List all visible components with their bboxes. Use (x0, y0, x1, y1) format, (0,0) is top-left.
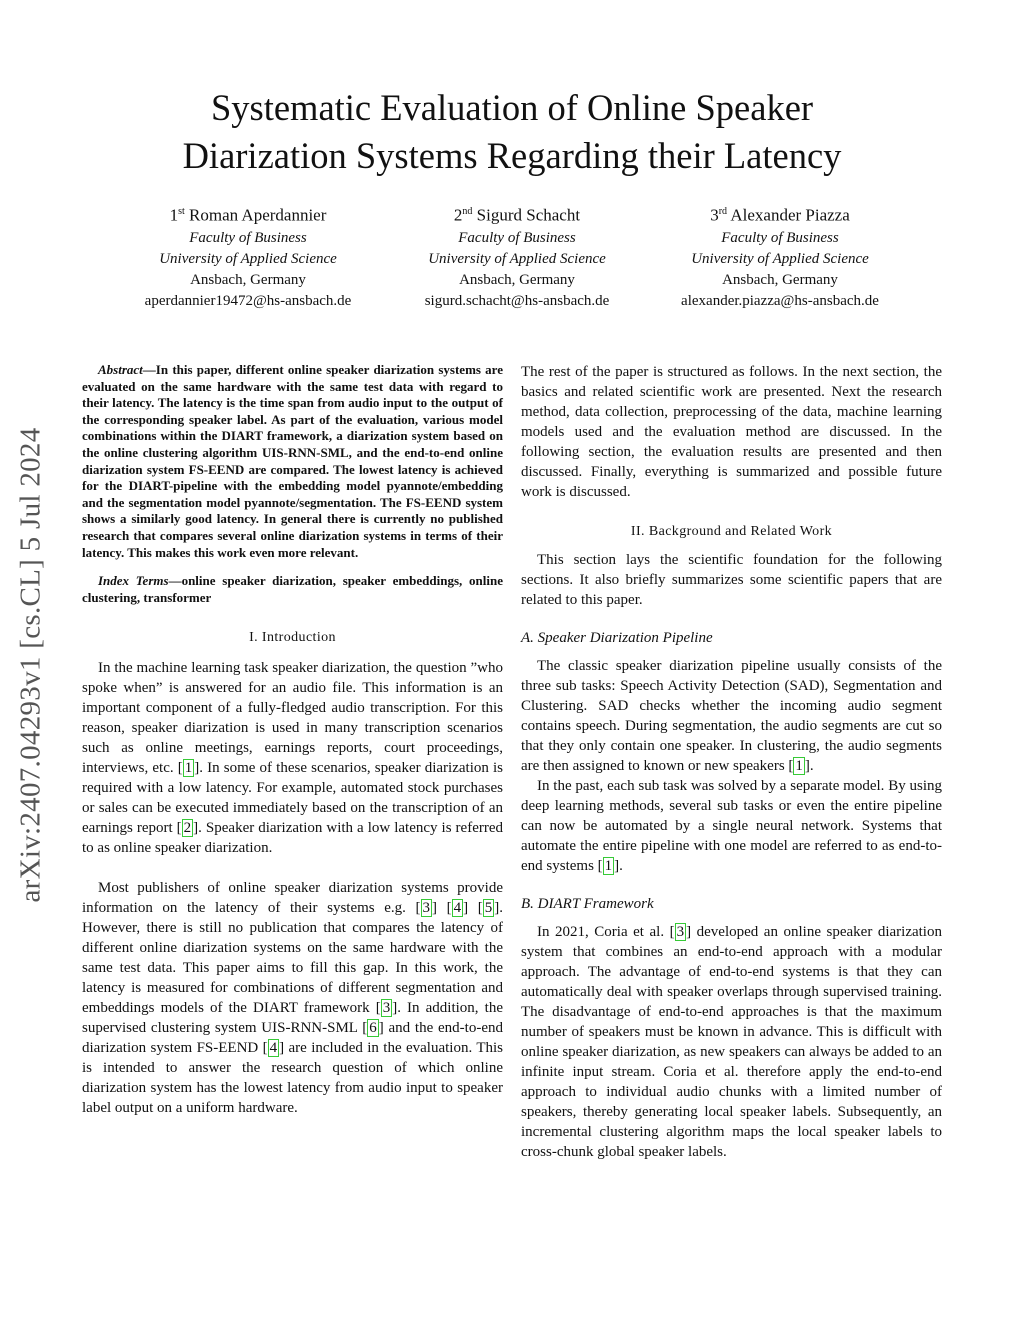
intro-paragraph-1: In the machine learning task speaker diarization, the question ”who spoke when” is answered for an audio file. This information is an important component of a fully-fledged audio transcription. For this reason, speaker diarization is used in many transcription scenarios such as online meetings, earnings reports, court proceedings, interviews, etc. [ 1 ]. In some of these scenarios, speaker diarization is required with a low latency. For example, automated stock purchases or sales can be executed immediately based on the transcription of an earnings report [ 2 ]. Speaker diarization with a low latency is referred to as online speaker diarization. (82, 660, 504, 857)
abstract: Abstract—In this paper, different online speaker diarization systems are evaluated on the same hardware with the same test data with regard to their latency. The latency is the time span from audio input to the output of the corresponding speaker label. As part of the evaluation, various model combinations within the DIART framework, a diarization system based on the online clustering algorithm UIS-RNN-SML, and the end-to-end online diarization system FS-EEND are compared. The lowest latency is achieved for the DIART-pipeline with the embedding model pyannote/embedding and the segmentation model pyannote/segmentation. The FS-EEND system shows a similarly good latency. In general there is currently no published research that compares several online diarization systems in terms of their latency. This makes this work even more relevant. (82, 362, 503, 560)
author-faculty: Faculty of Business (189, 229, 307, 246)
author-name: Roman Aperdannier (189, 205, 327, 225)
author-3: 3rd Alexander Piazza Faculty of Business University of Applied Science Ansbach, Germany alexander.piazza@hs-ansbach.de (630, 200, 930, 312)
title-line-2: Diarization Systems Regarding their Latency (182, 135, 842, 176)
citation-link[interactable]: 2 (183, 820, 192, 837)
author-faculty: Faculty of Business (458, 229, 576, 246)
citation-link[interactable]: 5 (484, 900, 493, 917)
diart-paragraph: In 2021, Coria et al. [ 3 ] developed an online speaker diarization system that combines an end-to-end approach with a modular approach. The advantage of end-to-end systems is that they can automatically deal with speaker overlaps through supervised training. The disadvantage of end-to-end approaches is that the maximum number of speakers must be known in advance. This is difficult with online speaker diarization, as new speakers can always be added to an infinite input stream. Coria et al. therefore apply the end-to-end approach to individual audio chunks with a limited number of speakers, thereby generating local speaker labels. Subsequently, an incremental clustering algorithm maps the local speaker labels to cross-chunk global speaker labels. (521, 924, 942, 1160)
author-location: Ansbach, Germany (459, 271, 575, 288)
structure-paragraph: The rest of the paper is structured as follows. In the next section, the basics and related scientific work are presented. Next the research method, data collection, preprocessing of the data, machine learning models used and the evaluation method are discussed. In the following section, the evaluation results are presented and then discussed. Finally, everything is summarized and possible future work is discussed. (521, 364, 942, 500)
citation-link[interactable]: 4 (453, 900, 462, 917)
author-location: Ansbach, Germany (722, 271, 838, 288)
citation-link[interactable]: 1 (184, 760, 193, 777)
pipeline-paragraph-1: The classic speaker diarization pipeline usually consists of the three sub tasks: Speech Activity Detection (SAD), Segmentation and Clustering. SAD checks whether the incoming audio segment contains speech. During segmentation, the audio segments are cut so that they only contain one speaker. In clustering, the audio segments are then assigned to known or new speakers [ 1 ]. (521, 658, 942, 774)
citation-link[interactable]: 1 (795, 758, 803, 774)
citation-link[interactable]: 3 (382, 1000, 391, 1017)
paper-title (80, 84, 944, 180)
title-line-1: Systematic Evaluation of Online Speaker (210, 87, 814, 128)
subsection-heading-diart: B. DIART Framework (521, 896, 654, 912)
citation-link[interactable]: 1 (604, 858, 613, 874)
author-2: 2nd Sigurd Schacht Faculty of Business University of Applied Science Ansbach, Germany sigurd.schacht@hs-ansbach.de (367, 200, 667, 312)
author-name: Sigurd Schacht (476, 205, 581, 225)
index-terms: Index Terms—online speaker diarization, speaker embeddings, online clustering, transformer (82, 573, 503, 605)
author-1: 1st Roman Aperdannier Faculty of Business University of Applied Science Ansbach, Germany aperdannier19472@hs-ansbach.de (98, 200, 398, 312)
arxiv-side-label: arXiv:2407.04293v1 [cs.CL] 5 Jul 2024 (14, 427, 47, 903)
author-email: sigurd.schacht@hs-ansbach.de (424, 292, 610, 309)
citation-link[interactable]: 6 (369, 1020, 377, 1037)
author-location: Ansbach, Germany (190, 271, 306, 288)
author-email: alexander.piazza@hs-ansbach.de (681, 292, 879, 309)
left-column (82, 362, 503, 1118)
author-university: University of Applied Science (428, 250, 606, 267)
author-faculty: Faculty of Business (721, 229, 839, 246)
author-university: University of Applied Science (691, 250, 869, 267)
section-heading-introduction: I. Introduction (249, 630, 336, 646)
right-column (521, 362, 942, 1162)
author-name: Alexander Piazza (730, 205, 850, 225)
subsection-heading-pipeline: A. Speaker Diarization Pipeline (521, 630, 713, 646)
intro-paragraph-2: Most publishers of online speaker diarization systems provide information on the latency of their systems e.g. [ 3 ] [ 4 ] [ 5 ]. However, there is still no publication that compares the latency of different online diarization systems on the same hardware with the same test data. This paper aims to fill this gap. In this work, the latency is measured for combinations of different segmentation and embeddings models of the DIART framework [ 3 ]. In addition, the supervised clustering system UIS-RNN-SML [ 6 ] and the end-to-end diarization system FS-EEND [ 4 ] are included in the evaluation. This is intended to answer the research question of which online diarization system has the lowest latency from audio input to speaker label output on a uniform hardware. (82, 880, 503, 1117)
author-email: aperdannier19472@hs-ansbach.de (144, 292, 352, 309)
citation-link[interactable]: 4 (269, 1040, 278, 1057)
author-university: University of Applied Science (159, 250, 337, 267)
background-paragraph: This section lays the scientific foundation for the following sections. It also briefly summarizes some scientific papers that are related to this paper. (521, 552, 942, 608)
pipeline-paragraph-2: In the past, each sub task was solved by a separate model. By using deep learning methods, several sub tasks or even the entire pipeline can now be automated by a single neural network. Systems that automate the entire pipeline with one model are referred to as end-to-end systems [ 1 ]. (521, 778, 942, 874)
section-heading-background: II. Background and Related Work (630, 524, 833, 539)
citation-link[interactable]: 3 (422, 900, 431, 917)
citation-link[interactable]: 3 (676, 924, 685, 940)
